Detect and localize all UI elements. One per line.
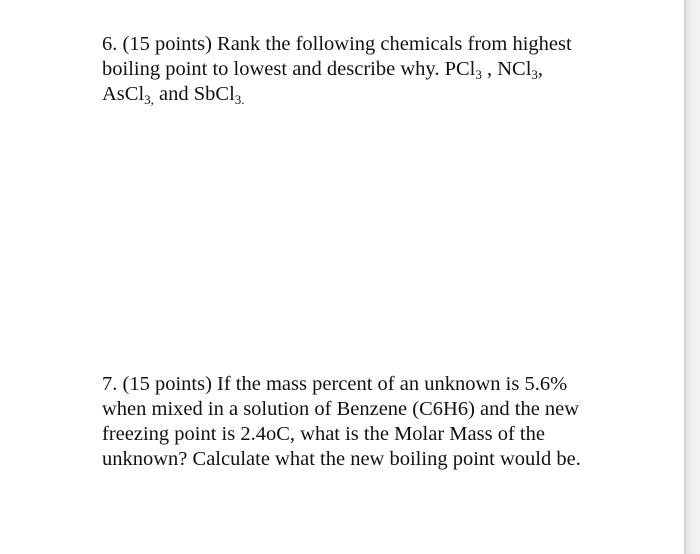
separator: , [537,58,544,80]
separator: , [481,58,498,80]
chemical-ncl3: NCl$_3$ [497,58,538,82]
question-7 [102,372,602,472]
chemical-ascl3: AsCl$_{3,}$ [102,83,154,107]
question-7-line-3: freezing point is 2.4oC, what is the Molar Mass of the [102,423,545,445]
question-6-line-3 [102,82,602,107]
question-6-line-1: 6. (15 points) Rank the following chemicals from highest [102,33,572,55]
chemical-sbcl3: SbCl$_{3.}$ [193,83,245,107]
question-7-line-4: unknown? Calculate what the new boiling point would be. [102,448,581,470]
question-7-line-2: when mixed in a solution of Benzene (C6H6) and the new [102,398,580,420]
page-edge-shadow [684,0,700,554]
chemical-pcl3: PCl$_3$ [444,58,482,82]
question-6-line-2 [102,57,602,82]
question-6-line-2-text: boiling point to lowest and describe why. [102,58,445,80]
question-6 [102,32,602,107]
question-7-line-1: 7. (15 points) If the mass percent of an unknown is 5.6% [102,373,568,395]
conjunction: and [153,83,194,105]
